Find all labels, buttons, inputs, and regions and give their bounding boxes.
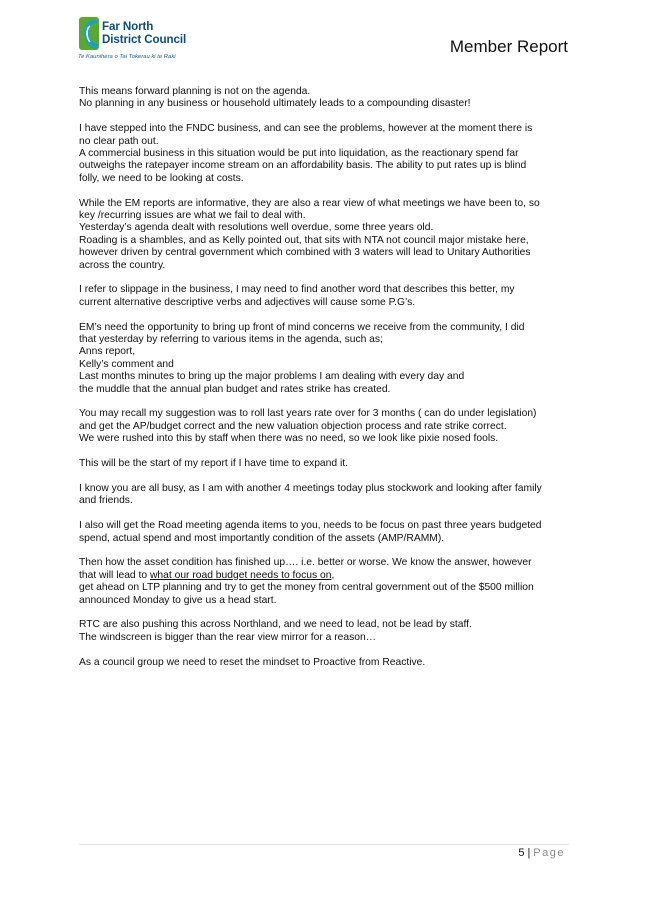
text-line: however driven by central government which combined with 3 waters will lead to Unitary Authorities: [79, 247, 531, 259]
paragraph: [79, 619, 571, 644]
text-line: Last months minutes to bring up the major problems I am dealing with every day and: [79, 371, 465, 383]
text-line: A commercial business in this situation would be put into liquidation, as the reactionary spend far: [79, 148, 519, 160]
paragraph: [79, 483, 571, 508]
text-line: RTC are also pushing this across Northland, and we need to lead, not be lead by staff.: [79, 619, 472, 631]
text-line: the muddle that the annual plan budget and rates strike has created.: [79, 383, 391, 395]
text-line: current alternative descriptive verbs and adjectives will cause some P.G’s.: [79, 296, 416, 308]
paragraph: [79, 123, 571, 185]
page-separator: |: [527, 847, 531, 859]
text-line: No planning in any business or household ultimately leads to a compounding disaster!: [79, 98, 471, 110]
underlined-text: what our road budget needs to focus on: [149, 569, 332, 581]
text-line: This means forward planning is not on the agenda.: [79, 86, 311, 97]
paragraph: [79, 408, 571, 445]
text-line: This will be the start of my report if I have time to expand it.: [79, 458, 348, 470]
text-line: that yesterday by referring to various items in the agenda, such as;: [79, 334, 383, 346]
paragraph: [79, 520, 571, 545]
text-line: and get the AP/budget correct and the new valuation objection process and rate strike correct.: [79, 420, 507, 432]
paragraph: [79, 322, 571, 396]
text-line: Then how the asset condition has finished up…. i.e. better or worse. We know the answer, however: [79, 557, 532, 569]
text-line: spend, actual spend and most importantly condition of the assets (AMP/RAMM).: [79, 532, 445, 544]
text-line: no clear path out.: [79, 135, 159, 147]
text-line: announced Monday to give us a head start.: [79, 594, 277, 606]
fern-emblem-icon: [78, 16, 102, 52]
text-line: Kelly’s comment and: [79, 358, 174, 370]
text-line: outweighs the ratepayer income stream on an affordability basis. The ability to put rates up is blind: [79, 160, 527, 172]
footer-divider: [79, 844, 569, 845]
page-footer: [518, 847, 565, 859]
text-line: I also will get the Road meeting agenda items to you, needs to be focus on past three years budgeted: [79, 520, 542, 532]
report-body: [79, 86, 571, 681]
page-label: Page: [533, 847, 565, 859]
paragraph: [79, 284, 571, 309]
text-run: that will lead to: [79, 569, 150, 581]
text-line: I know you are all busy, as I am with another 4 meetings today plus stockwork and looking after family: [79, 482, 542, 494]
council-maori-name: Te Kaunihera o Tai Tokerau ki te Raki: [78, 54, 176, 60]
text-line: I have stepped into the FNDC business, and can see the problems, however at the moment there is: [79, 123, 533, 135]
paragraph: [79, 557, 571, 607]
paragraph: [79, 86, 571, 111]
text-line: You may recall my suggestion was to roll last years rate over for 3 months ( can do under legislation): [79, 408, 537, 420]
text-line: Anns report,: [79, 346, 136, 358]
text-line: get ahead on LTP planning and try to get the money from central government out of the $500 million: [79, 582, 534, 594]
page-number: 5: [518, 847, 525, 859]
text-run: ,: [331, 569, 335, 581]
text-line: across the country.: [79, 259, 166, 271]
text-line: [79, 570, 571, 582]
paragraph: [79, 657, 571, 669]
text-line: We were rushed into this by staff when there was no need, so we look like pixie nosed fools.: [79, 433, 499, 445]
text-line: and friends.: [79, 495, 133, 507]
council-logo: [78, 16, 193, 68]
paragraph: [79, 198, 571, 272]
text-line: While the EM reports are informative, they are also a rear view of what meetings we have been to, so: [79, 197, 540, 209]
text-line: EM’s need the opportunity to bring up front of mind concerns we receive from the community, I did: [79, 321, 525, 333]
text-line: As a council group we need to reset the mindset to Proactive from Reactive.: [79, 656, 426, 668]
council-name: Far North District Council: [102, 20, 187, 46]
text-line: The windscreen is bigger than the rear view mirror for a reason…: [79, 631, 377, 643]
text-line: Yesterday’s agenda dealt with resolutions well overdue, some three years old.: [79, 222, 434, 234]
text-line: Roading is a shambles, and as Kelly pointed out, that sits with NTA not council major mistake here,: [79, 234, 529, 246]
text-line: folly, we need to be looking at costs.: [79, 172, 244, 184]
document-title: Member Report: [449, 37, 568, 56]
text-line: I refer to slippage in the business, I may need to find another word that describes this better, my: [79, 284, 515, 296]
paragraph: [79, 458, 571, 470]
text-line: key /recurring issues are what we fail to deal with.: [79, 210, 306, 222]
page-header: [0, 0, 645, 80]
